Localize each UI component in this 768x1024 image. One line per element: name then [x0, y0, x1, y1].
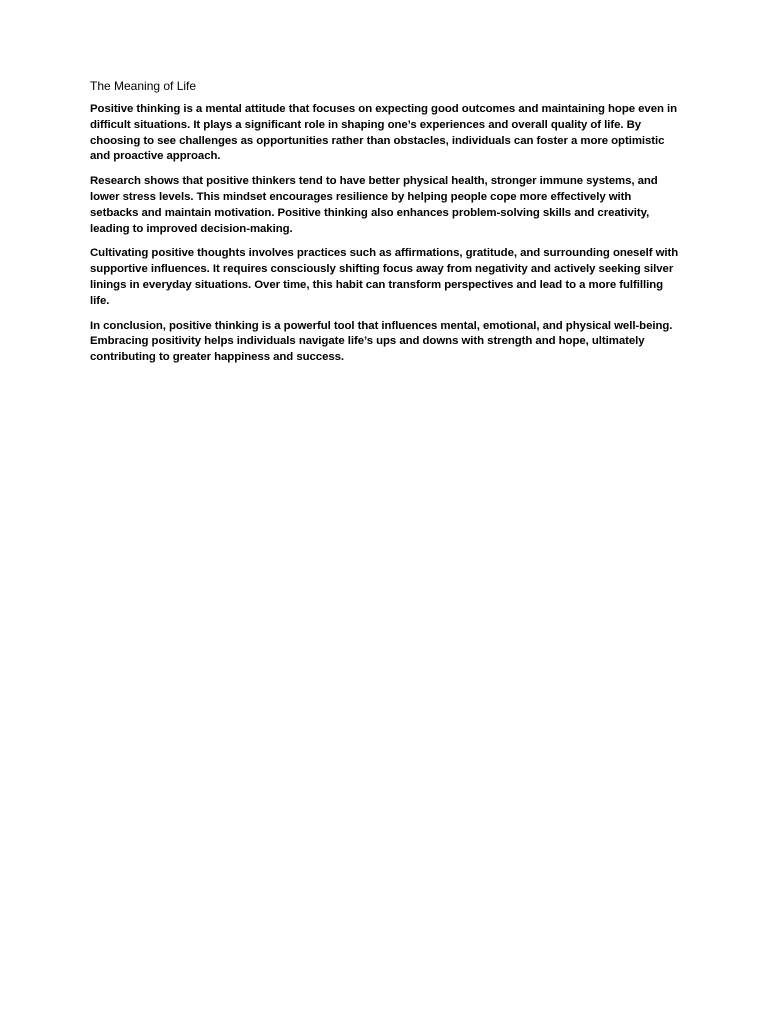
document-title: The Meaning of Life: [90, 79, 197, 93]
paragraph-conclusion: In conclusion, positive thinking is a powerful tool that influences mental, emotional, and physical well-being. Embracing positivity helps individuals navigate life’s ups and downs with strength and hope, ultimately contributing to greater happiness and success.: [90, 319, 673, 364]
paragraph-research: Research shows that positive thinkers tend to have better physical health, stronger immune systems, and lower stress levels. This mindset encourages resilience by helping people cope more effectively with setbacks and maintain motivation. Positive thinking also enhances problem-solving skills and creativity, leading to improved decision-making.: [90, 175, 658, 235]
document-page: [90, 78, 682, 375]
paragraph-intro: Positive thinking is a mental attitude that focuses on expecting good outcomes and maintaining hope even in difficult situations. It plays a significant role in shaping one’s experiences and overall quality of life. By choosing to see challenges as opportunities rather than obstacles, individuals can foster a more optimistic and proactive approach.: [90, 103, 678, 163]
paragraph-cultivating: Cultivating positive thoughts involves practices such as affirmations, gratitude, and surrounding oneself with supportive influences. It requires consciously shifting focus away from negativity and actively seeking silver linings in everyday situations. Over time, this habit can transform perspectives and lead to a more fulfilling life.: [90, 247, 679, 307]
